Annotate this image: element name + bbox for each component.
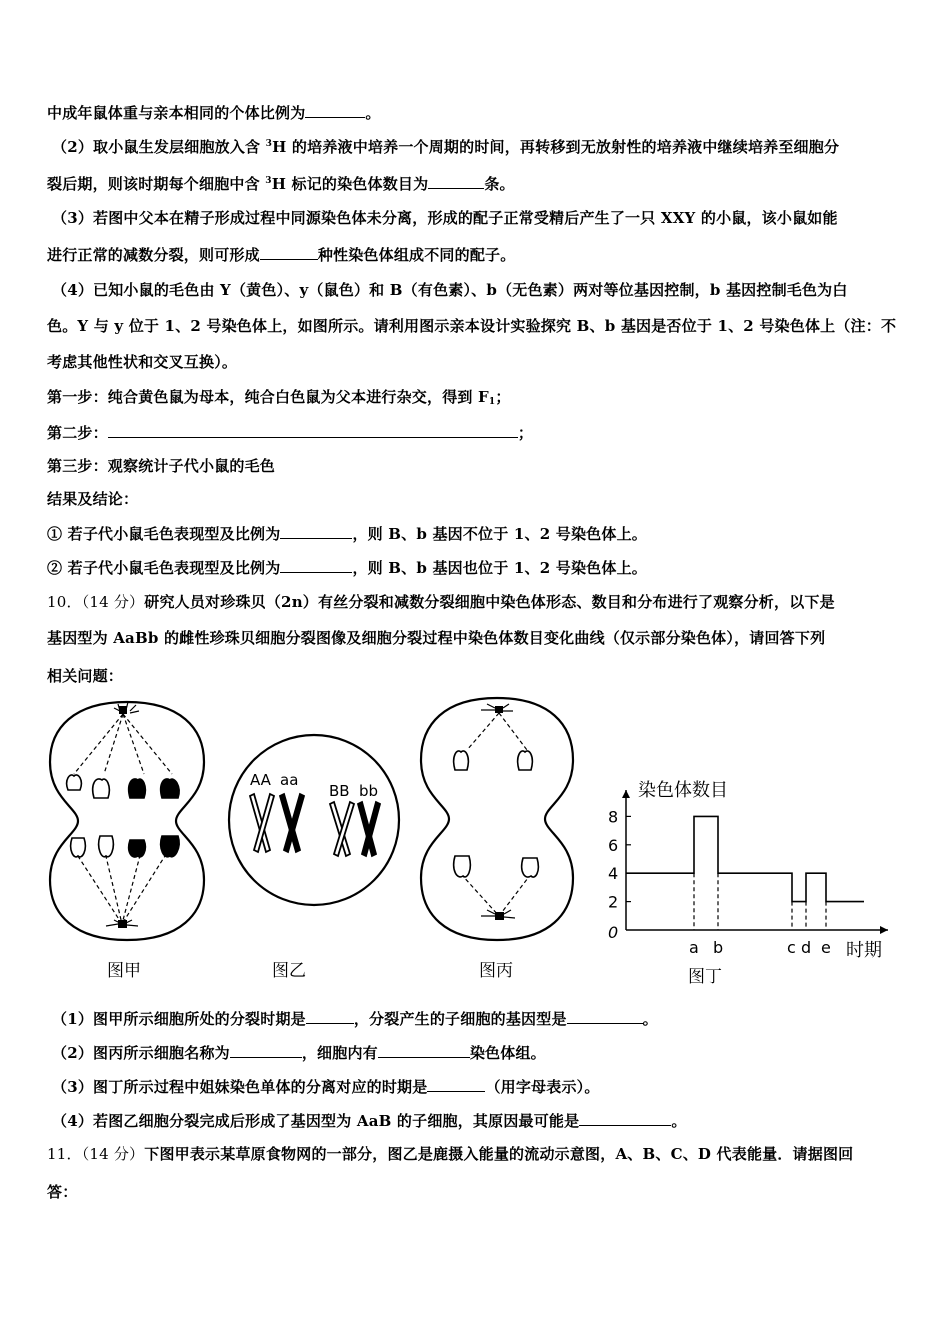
chart-x-tick-label-c: c: [787, 938, 796, 957]
answer-blank[interactable]: [427, 1076, 485, 1092]
answer-blank[interactable]: [280, 557, 352, 573]
answer-blank[interactable]: [230, 1042, 302, 1058]
q9-p3-line2: 进行正常的减数分裂，则可形成 种性染色体组成不同的配子。: [47, 246, 516, 264]
q9-result-1: ① 若子代小鼠毛色表现型及比例为 ，则 B、b 基因不位于 1、2 号染色体上。: [47, 525, 647, 543]
gene-label-aa: aa: [280, 771, 299, 789]
q9-p2-line2: 裂后期，则该时期每个细胞中含 $^3$H 标记的染色体数目为 条。: [47, 175, 515, 193]
chart-series-line: [626, 816, 864, 901]
figure-yi-caption: 图乙: [272, 961, 306, 981]
chart-y-tick-label-8: 8: [608, 807, 619, 827]
figure-bing-caption: 图丙: [479, 961, 513, 981]
chart-x-tick-label-d: d: [801, 938, 812, 957]
chart-xlabel: 时期: [846, 940, 882, 960]
figure-ding-chromosome-chart: [598, 770, 898, 960]
q9-result: 结果及结论：: [47, 490, 139, 508]
q10-sub3: （3）图丁所示过程中姐妹染色单体的分离对应的时期是 （用字母表示）。: [52, 1078, 600, 1096]
gene-label-bb: bb: [359, 782, 379, 800]
chart-y-axis-arrow: [622, 790, 630, 798]
answer-blank[interactable]: [306, 1008, 354, 1024]
chart-x-tick-label-b: b: [713, 938, 724, 957]
chart-x-tick-label-e: e: [821, 938, 831, 957]
q9-p2-line1: （2）取小鼠生发层细胞放入含 $^3$H 的培养液中培养一个周期的时间，再转移到无放射性的培养液中继续培养至细胞分: [52, 138, 840, 156]
chart-origin: 0: [608, 923, 619, 942]
answer-blank[interactable]: [305, 102, 365, 118]
chart-x-axis-arrow: [880, 926, 888, 934]
answer-blank[interactable]: [378, 1042, 470, 1058]
q9-step1: 第一步：纯合黄色鼠为母本，纯合白色鼠为父本进行杂交，得到 $F_1$；: [47, 388, 511, 407]
chart-y-tick-label-2: 2: [608, 892, 619, 912]
chart-y-tick-label-4: 4: [608, 864, 619, 884]
q9-step2: 第二步： ；: [47, 424, 534, 442]
q9-p4-line2: 色。Y 与 y 位于 1、2 号染色体上，如图所示。请利用图示亲本设计实验探究 B、b 基因是否位于 1、2 号染色体上（注：不: [47, 317, 897, 335]
figure-jia-cell-diagram: [44, 698, 210, 944]
gene-label-BB: BB: [329, 782, 350, 800]
answer-blank-long[interactable]: [108, 422, 518, 438]
answer-blank[interactable]: [579, 1110, 671, 1126]
figure-ding-caption: 图丁: [688, 967, 722, 987]
q11-stem-line1: 11．（14 分）下图甲表示某草原食物网的一部分，图乙是鹿摄入能量的流动示意图，A、B、C、D 代表能量．请据图回: [47, 1145, 854, 1163]
figure-bing-cell-diagram: [415, 694, 580, 944]
q9-p4-line3: 考虑其他性状和交叉互换）。: [47, 353, 238, 371]
chart-ylabel: 染色体数目: [638, 780, 728, 801]
figure-jia-caption: 图甲: [107, 961, 141, 981]
figure-yi-cell-diagram: [226, 730, 402, 910]
q10-stem-line2: 基因型为 AaBb 的雌性珍珠贝细胞分裂图像及细胞分裂过程中染色体数目变化曲线（仅示部分染色体），请回答下列: [47, 629, 826, 647]
gene-label-AA: AA: [250, 771, 271, 789]
q9-line0: 中成年鼠体重与亲本相同的个体比例为 。: [47, 104, 381, 122]
answer-blank[interactable]: [260, 244, 318, 260]
q10-sub2: （2）图丙所示细胞名称为 ，细胞内有 染色体组。: [52, 1044, 546, 1062]
answer-blank[interactable]: [428, 173, 484, 189]
answer-blank[interactable]: [280, 523, 352, 539]
q10-stem-line3: 相关问题：: [47, 667, 124, 685]
q9-result-2: ② 若子代小鼠毛色表现型及比例为 ，则 B、b 基因也位于 1、2 号染色体上。: [47, 559, 647, 577]
q10-sub4: （4）若图乙细胞分裂完成后形成了基因型为 AaB 的子细胞，其原因最可能是 。: [52, 1112, 687, 1130]
q10-sub1: （1）图甲所示细胞所处的分裂时期是 ，分裂产生的子细胞的基因型是 。: [52, 1010, 658, 1028]
chart-y-tick-label-6: 6: [608, 835, 619, 855]
q9-step3: 第三步：观察统计子代小鼠的毛色: [47, 457, 276, 475]
q9-p3-line1: （3）若图中父本在精子形成过程中同源染色体未分离，形成的配子正常受精后产生了一只 XXY 的小鼠，该小鼠如能: [52, 209, 838, 227]
answer-blank[interactable]: [567, 1008, 643, 1024]
q9-p4-line1: （4）已知小鼠的毛色由 Y（黄色）、y（鼠色）和 B（有色素）、b（无色素）两对等位基因控制，b 基因控制毛色为白: [52, 281, 848, 299]
chart-x-tick-label-a: a: [689, 938, 699, 957]
q10-stem-line1: 10．（14 分）研究人员对珍珠贝（2n）有丝分裂和减数分裂细胞中染色体形态、数目和分布进行了观察分析，以下是: [47, 593, 835, 611]
q11-stem-line2: 答：: [47, 1183, 78, 1201]
